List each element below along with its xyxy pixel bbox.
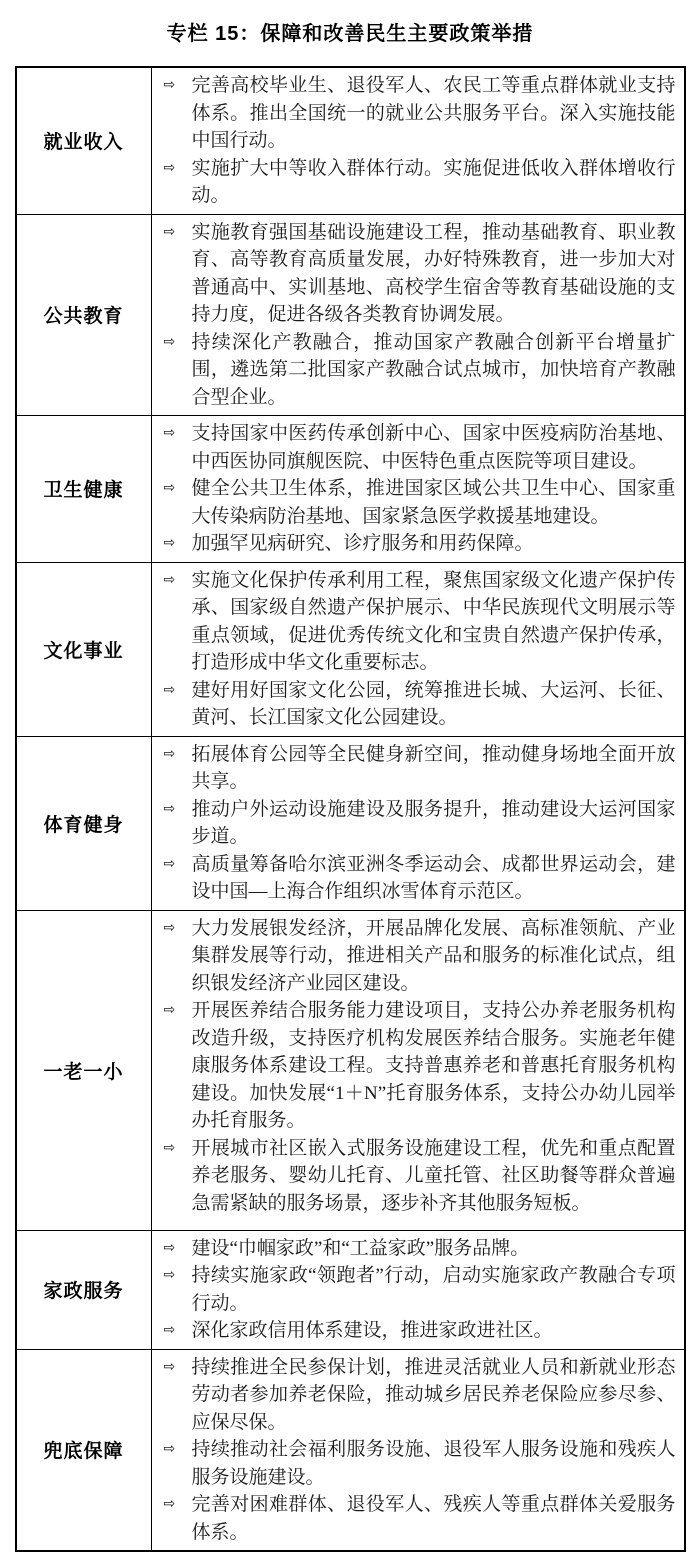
arrow-bullet-icon: ⇨ [163, 919, 176, 936]
policy-item-text: 持续推进全民参保计划，推进灵活就业人员和新就业形态劳动者参加养老保险，推动城乡居民养老保险应参尽参、应保尽保。 [191, 1356, 676, 1433]
table-row [17, 415, 684, 562]
content-cell [152, 911, 684, 1230]
policy-item-text: 开展城市社区嵌入式服务设施建设工程，优先和重点配置养老服务、婴幼儿托育、儿童托管、社区助餐等群众普遍急需紧缺的服务场景，逐步补齐其他服务短板。 [191, 1137, 676, 1214]
policy-item-text: 加强罕见病研究、诊疗服务和用药保障。 [191, 533, 534, 554]
category-cell: 卫生健康 [17, 416, 152, 562]
policy-item [152, 677, 676, 732]
arrow-bullet-icon: ⇨ [163, 425, 176, 441]
arrow-bullet-icon: ⇨ [163, 159, 176, 176]
arrow-bullet-icon: ⇨ [163, 1139, 176, 1156]
policy-item-text: 实施扩大中等收入群体行动。实施促进低收入群体增收行动。 [191, 157, 676, 206]
policy-item-text: 拓展体育公园等全民健身新空间，推动健身场地全面开放共享。 [191, 743, 676, 792]
policy-item [152, 741, 676, 796]
policy-item [152, 1262, 676, 1317]
policy-item-text: 支持国家中医药传承创新中心、国家中医疫病防治基地、中西医协同旗舰医院、中医特色重点医院等项目建设。 [191, 423, 676, 472]
arrow-bullet-icon: ⇨ [163, 855, 176, 872]
content-cell [152, 737, 684, 910]
arrow-bullet-icon: ⇨ [163, 1322, 176, 1338]
table-row [17, 214, 684, 416]
arrow-bullet-icon: ⇨ [163, 1358, 176, 1375]
content-cell [152, 563, 684, 736]
policy-item [152, 1491, 676, 1546]
policy-item-text: 完善对困难群体、退役军人、残疾人等重点群体关爱服务体系。 [191, 1494, 676, 1543]
page-title: 专栏 15：保障和改善民生主要政策举措 [166, 23, 534, 45]
category-cell: 就业收入 [17, 68, 152, 214]
content-cell [152, 68, 684, 214]
policy-item-text: 持续推动社会福利服务设施、退役军人服务设施和残疾人服务设施建设。 [191, 1439, 676, 1488]
policy-item-text: 深化家政信用体系建设，推进家政进社区。 [191, 1320, 553, 1341]
policy-item [152, 1436, 676, 1491]
arrow-bullet-icon: ⇨ [163, 1002, 176, 1018]
policy-item [152, 155, 676, 210]
arrow-bullet-icon: ⇨ [163, 480, 176, 496]
policy-item [152, 1135, 676, 1218]
policy-item [152, 915, 676, 998]
policy-item-text: 高质量筹备哈尔滨亚洲冬季运动会、成都世界运动会，建设中国—上海合作组织冰雪体育示范区。 [191, 853, 676, 902]
arrow-bullet-icon: ⇨ [163, 800, 176, 817]
content-cell [152, 416, 684, 562]
arrow-bullet-icon: ⇨ [163, 1441, 176, 1457]
policy-item-text: 开展医养结合服务能力建设项目，支持公办养老服务机构改造升级，支持医疗机构发展医养结合服务。实施老年健康服务体系建设工程。支持普惠养老和普惠托育服务机构建设。加快发展“1＋N”托育服务体系，支持公办幼儿园举办托育服务。 [191, 1000, 676, 1131]
policy-item-text: 大力发展银发经济，开展品牌化发展、高标准领航、产业集群发展等行动，推进相关产品和服务的标准化试点，组织银发经济产业园区建设。 [191, 917, 676, 994]
policy-item-text: 完善高校毕业生、退役军人、农民工等重点群体就业支持体系。推出全国统一的就业公共服务平台。深入实施技能中国行动。 [191, 75, 676, 151]
policy-item-text: 建好用好国家文化公园，统筹推进长城、大运河、长征、黄河、长江国家文化公园建设。 [191, 679, 676, 728]
table-row [17, 68, 684, 214]
policy-item [152, 530, 676, 558]
table-row [17, 1349, 684, 1551]
policy-item [152, 796, 676, 851]
policy-item [152, 567, 676, 677]
content-cell [152, 1350, 684, 1551]
arrow-bullet-icon: ⇨ [163, 1239, 176, 1256]
policy-item [152, 72, 676, 155]
policy-item-text: 持续实施家政“领跑者”行动，启动实施家政产教融合专项行动。 [191, 1265, 676, 1314]
policy-item-text: 推动户外运动设施建设及服务提升，推动建设大运河国家步道。 [191, 798, 676, 847]
category-cell: 一老一小 [17, 911, 152, 1230]
category-cell: 文化事业 [17, 563, 152, 736]
policy-item [152, 475, 676, 530]
arrow-bullet-icon: ⇨ [163, 745, 176, 762]
policy-item [152, 420, 676, 475]
policy-item [152, 1317, 676, 1345]
policy-item-text: 实施教育强国基础设施建设工程，推动基础教育、职业教育、高等教育高质量发展，办好特殊教育，进一步加大对普通高中、实训基地、高校学生宿舍等教育基础设施的支持力度，促进各级各类教育协调发展。 [191, 221, 676, 325]
policy-table [15, 66, 686, 1552]
policy-item [152, 997, 676, 1135]
table-row [17, 1230, 684, 1349]
policy-item-text: 持续深化产教融合，推动国家产教融合创新平台增量扩围，遴选第二批国家产教融合试点城市，加快培育产教融合型企业。 [191, 331, 676, 408]
arrow-bullet-icon: ⇨ [163, 223, 176, 240]
policy-item [152, 329, 676, 412]
arrow-bullet-icon: ⇨ [163, 681, 176, 698]
arrow-bullet-icon: ⇨ [163, 77, 176, 93]
table-row [17, 736, 684, 910]
policy-item [152, 851, 676, 906]
arrow-bullet-icon: ⇨ [163, 571, 176, 588]
table-row [17, 562, 684, 736]
category-cell: 公共教育 [17, 215, 152, 416]
policy-item-text: 建设“巾帼家政”和“工益家政”服务品牌。 [191, 1237, 530, 1259]
policy-item [152, 219, 676, 329]
policy-item-text: 健全公共卫生体系，推进国家区域公共卫生中心、国家重大传染病防治基地、国家紧急医学救援基地建设。 [191, 478, 676, 527]
arrow-bullet-icon: ⇨ [163, 1496, 176, 1512]
content-cell [152, 1231, 684, 1349]
category-cell: 兜底保障 [17, 1350, 152, 1551]
policy-item-text: 实施文化保护传承利用工程，聚焦国家级文化遗产保护传承、国家级自然遗产保护展示、中华民族现代文明展示等重点领域，促进优秀传统文化和宝贵自然遗产保护传承，打造形成中华文化重要标志。 [191, 569, 676, 673]
table-row [17, 910, 684, 1230]
arrow-bullet-icon: ⇨ [163, 535, 176, 551]
arrow-bullet-icon: ⇨ [163, 1267, 176, 1283]
category-cell: 体育健身 [17, 737, 152, 910]
category-cell: 家政服务 [17, 1231, 152, 1349]
content-cell [152, 215, 684, 416]
arrow-bullet-icon: ⇨ [163, 333, 176, 350]
policy-item [152, 1235, 676, 1263]
policy-item [152, 1354, 676, 1437]
